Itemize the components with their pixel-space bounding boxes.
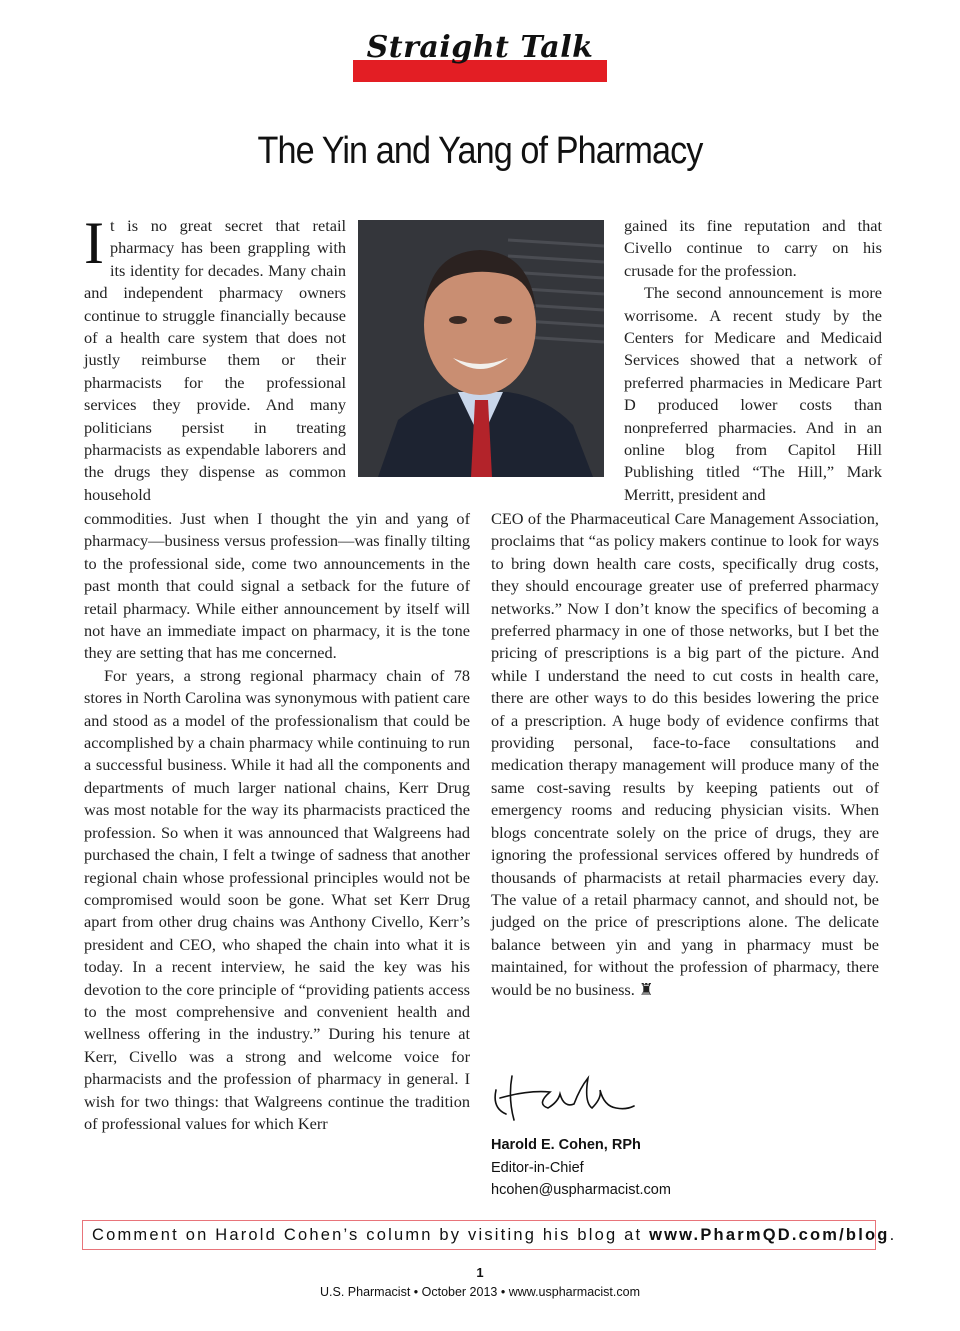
paragraph-3-part-1: The second announcement is more worrisome. A recent study by the Centers for Medicare and Medicaid Services showed that a network of preferred pharmacies in Medicare Part D produced lower costs than nonpreferred pharmacies. And in an online blog from Capitol Hill Publishing titled “The Hill,” Mark Merritt, president and xyxy=(624,283,882,504)
page-footer xyxy=(0,1264,960,1302)
article-column-right-top xyxy=(624,215,882,506)
paragraph-2-continued: gained its fine reputation and that Civello continue to carry on his crusade for the profession. xyxy=(624,216,882,280)
article-column-left-top xyxy=(84,210,346,506)
paragraph-3-part-2: CEO of the Pharmaceutical Care Management Association, proclaims that “as policy makers continue to look for ways to bring down health care costs, specifically drug costs, they should encourage greater use of preferred pharmacy networks.” Now I don’t know the specifics of becoming a preferred pharmacy in one of those networks, but I bet the pricing of prescriptions is a big part of the picture. And while I understand the need to cut costs in health care, there are other ways to do this besides lowering the price of a prescription. A huge body of evidence confirms that providing personal, face-to-face consultations and medication therapy management will produce many of the same cost-saving results by keeping patients out of emergency rooms and reducing physician visits. When blogs concentrate solely on the price of drugs, they are ignoring the professional services offered by hundreds of thousands of pharmacists at retail pharmacies every day. The value of a retail pharmacy cannot, and should not, be judged on the price of prescriptions alone. The delicate balance between yin and yang in pharmacy must be maintained, for without the profession of pharmacy, there would be no business. xyxy=(491,509,879,999)
blog-comment-banner xyxy=(82,1220,897,1250)
section-label: Straight Talk xyxy=(366,30,594,65)
article-column-right xyxy=(491,508,879,1001)
drop-cap: I xyxy=(84,210,104,276)
paragraph-1-part-2: commodities. Just when I thought the yin and yang of pharmacy—business versus profession—was finally tilting to the professional side, come two announcements in the past month that could signal a setback for the future of retail pharmacy. While either announcement by itself will not have an immediate impact on pharmacy, it is the tone they are setting that has me concerned. xyxy=(84,509,470,663)
handwritten-signature xyxy=(488,1068,638,1128)
article-column-left xyxy=(84,508,470,1135)
author-name: Harold E. Cohen, RPh xyxy=(491,1137,641,1153)
publication-line: U.S. Pharmacist • October 2013 • www.uspharmacist.com xyxy=(320,1285,640,1299)
blog-url-link[interactable]: www.PharmQD.com/blog xyxy=(649,1226,890,1244)
author-photo xyxy=(358,220,604,477)
author-title: Editor-in-Chief xyxy=(491,1159,584,1176)
paragraph-2: For years, a strong regional pharmacy chain of 78 stores in North Carolina was synonymous with patient care and stood as a model of the professionalism that could be accomplished by a chain pharmacy while continuing to run a successful business. While it had all the components and departments of much larger national chains, Kerr Drug was most notable for the way its pharmacists practiced the profession. So when it was announced that Walgreens had purchased the chain, I felt a twinge of sadness that another regional chain whose professional principles would not be compromised would soon be gone. What set Kerr Drug apart from other drug chains was Anthony Civello, Kerr’s president and CEO, who shaped the chain into what it is today. In a recent interview, he said the key was his devotion to the core principle of “providing patients access to the most comprehensive and convenient health and wellness offering in the industry.” During his tenure at Kerr, Civello was a strong and welcome voice for pharmacists and the profession of pharmacy in general. I wish for two things: that Walgreens continue the tradition of professional values for which Kerr xyxy=(84,665,470,1133)
author-email[interactable]: hcohen@uspharmacist.com xyxy=(491,1182,671,1198)
banner-tail: . xyxy=(889,1226,897,1244)
article-headline: The Yin and Yang of Pharmacy xyxy=(257,130,703,172)
paragraph-1-part-1: t is no great secret that retail pharmacy has been grappling with its identity for decades. Many chain and independent pharmacy owners continue to struggle financially because of a health care system that does not justly reimburse them or their pharmacists for the professional services they provide. And many politicians persist in treating pharmacists as expendable laborers and the drugs they dispense as common household xyxy=(84,216,346,504)
end-of-article-mark: ♜ xyxy=(638,979,654,999)
page-number: 1 xyxy=(476,1265,484,1280)
banner-text: Comment on Harold Cohen’s column by visiting his blog at xyxy=(92,1226,650,1244)
author-signature-block xyxy=(491,1134,671,1202)
section-masthead xyxy=(353,28,607,84)
